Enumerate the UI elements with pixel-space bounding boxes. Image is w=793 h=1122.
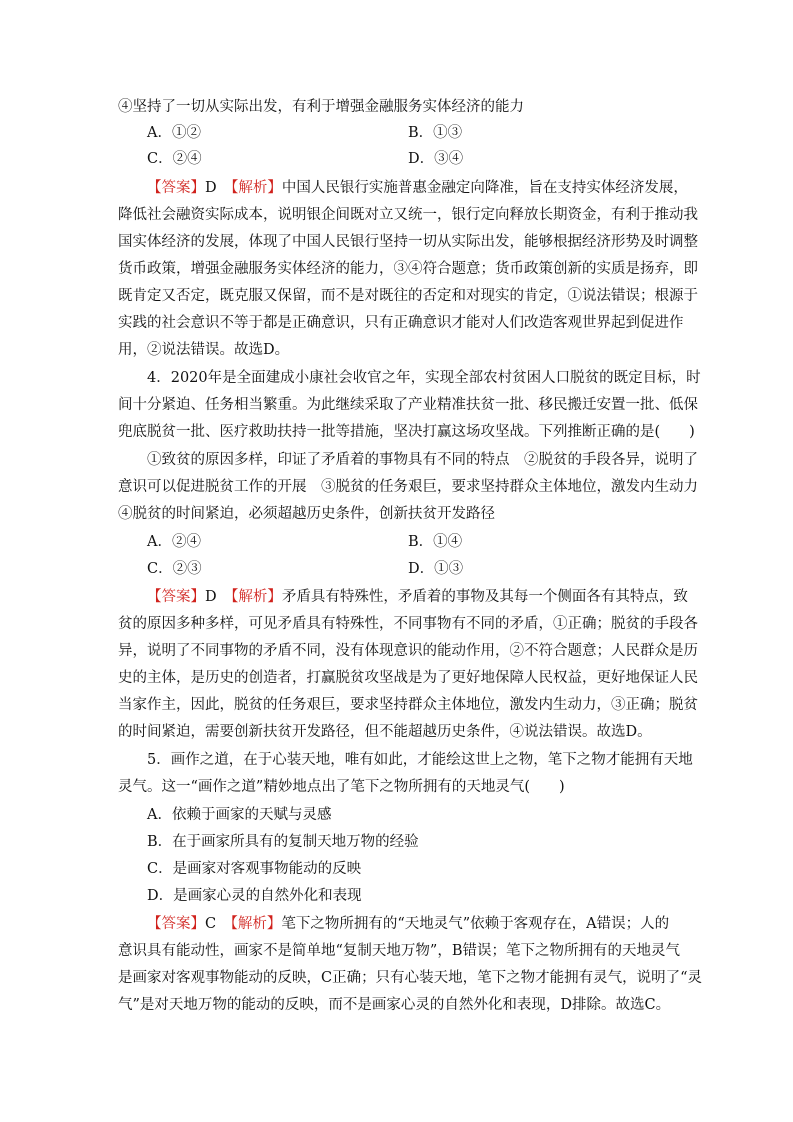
q3-option-a: A．①② <box>147 125 201 141</box>
q3-analysis-7: 用，②说法错误。故选D。 <box>118 342 290 358</box>
q4-answer-line <box>147 587 688 607</box>
q4-analysis-2: 贫的原因多种多样，可见矛盾具有特殊性，不同事物有不同的矛盾，①正确；脱贫的手段各 <box>118 616 698 632</box>
analysis-tag: 【解析】 <box>231 180 282 196</box>
analysis-text: 矛盾具有特殊性，矛盾着的事物及其每一个侧面各有其特点，致 <box>281 589 688 605</box>
answer-tag: 【答案】 <box>147 589 205 605</box>
q4-analysis-6: 的时间紧迫，需要创新扶贫开发路径，但不能超越历史条件，④说法错误。故选D。 <box>118 724 652 740</box>
q3-analysis-3: 国实体经济的发展，体现了中国人民银行坚持一切从实际出发，能够根据经济形势及时调整 <box>118 234 698 250</box>
q3-option-b: B．①③ <box>408 125 463 141</box>
q3-analysis-4: 货币政策，增强金融服务实体经济的能力，③④符合题意；货币政策创新的实质是扬弃，即 <box>118 261 698 277</box>
q3-analysis-5: 既肯定又否定，既克服又保留，而不是对既往的否定和对现实的肯定，①说法错误；根源于 <box>118 288 698 304</box>
q3-statement-4: ④坚持了一切从实际出发，有利于增强金融服务实体经济的能力 <box>118 99 524 115</box>
q4-stem-3: 兜底脱贫一批、医疗救助扶持一批等措施，坚决打赢这场攻坚战。下列推断正确的是( ) <box>118 424 695 440</box>
q5-stem-1: 5．画作之道，在于心装天地，唯有如此，才能绘这世上之物，笔下之物才能拥有天地 <box>147 752 693 768</box>
q4-option-c: C．②③ <box>147 561 202 577</box>
q5-analysis-4: 气”是对天地万物的能动的反映，而不是画家心灵的自然外化和表现，D排除。故选C。 <box>118 997 671 1013</box>
q5-analysis-2: 意识具有能动性，画家不是简单地“复制天地万物”，B错误；笔下之物所拥有的天地灵气 <box>118 943 680 959</box>
q3-analysis-6: 实践的社会意识不等于都是正确意识，只有正确意识才能对人们改造客观世界起到促进作 <box>118 315 684 331</box>
analysis-text: 中国人民银行实施普惠金融定向降准，旨在支持实体经济发展， <box>281 180 688 196</box>
q5-analysis-3: 是画家对客观事物能动的反映，C正确；只有心装天地，笔下之物才能拥有灵气，说明了“灵 <box>118 970 703 986</box>
q4-statements-1: ①致贫的原因多样，印证了矛盾着的事物具有不同的特点 ②脱贫的手段各异，说明了 <box>147 452 698 468</box>
q4-option-b: B．①④ <box>408 534 463 550</box>
q5-answer-line <box>147 914 669 934</box>
q4-statements-2: 意识可以促进脱贫工作的开展 ③脱贫的任务艰巨，要求坚持群众主体地位，激发内生动力 <box>118 479 698 495</box>
answer-value: C <box>205 916 231 932</box>
answer-tag: 【答案】 <box>147 916 205 932</box>
q4-stem-1: 4．2020年是全面建成小康社会收官之年，实现全部农村贫困人口脱贫的既定目标，时 <box>147 370 701 386</box>
q4-option-d: D．①③ <box>408 561 464 577</box>
q3-answer-line <box>147 178 688 198</box>
q3-analysis-2: 降低社会融资实际成本，说明银企间既对立又统一，银行定向释放长期资金，有利于推动我 <box>118 207 698 223</box>
analysis-text: 笔下之物所拥有的“天地灵气”依赖于客观存在，A错误；人的 <box>281 916 670 932</box>
q5-stem-2: 灵气。这一“画作之道”精妙地点出了笔下之物所拥有的天地灵气( ) <box>118 779 565 795</box>
q5-option-d: D．是画家心灵的自然外化和表现 <box>147 888 362 904</box>
q4-stem-2: 间十分紧迫、任务相当繁重。为此继续采取了产业精准扶贫一批、移民搬迁安置一批、低保 <box>118 397 698 413</box>
q5-option-b: B．在于画家所具有的复制天地万物的经验 <box>147 834 419 850</box>
q5-option-a: A．依赖于画家的天赋与灵感 <box>147 807 332 823</box>
q4-analysis-4: 史的主体，是历史的创造者，打赢脱贫攻坚战是为了更好地保障人民权益，更好地保证人民 <box>118 670 698 686</box>
q4-analysis-3: 异，说明了不同事物的矛盾不同，没有体现意识的能动作用，②不符合题意；人民群众是历 <box>118 643 698 659</box>
q3-option-c: C．②④ <box>147 151 202 167</box>
q5-option-c: C．是画家对客观事物能动的反映 <box>147 861 362 877</box>
answer-tag: 【答案】 <box>147 180 205 196</box>
analysis-tag: 【解析】 <box>230 916 282 932</box>
analysis-tag: 【解析】 <box>231 589 282 605</box>
q4-statements-3: ④脱贫的时间紧迫，必须超越历史条件，创新扶贫开发路径 <box>118 506 495 522</box>
q3-option-d: D．③④ <box>408 151 464 167</box>
answer-value: D <box>205 589 232 605</box>
q4-analysis-5: 当家作主，因此，脱贫的任务艰巨，要求坚持群众主体地位，激发内生动力，③正确；脱贫 <box>118 697 698 713</box>
q4-option-a: A．②④ <box>147 534 201 550</box>
answer-value: D <box>205 180 232 196</box>
